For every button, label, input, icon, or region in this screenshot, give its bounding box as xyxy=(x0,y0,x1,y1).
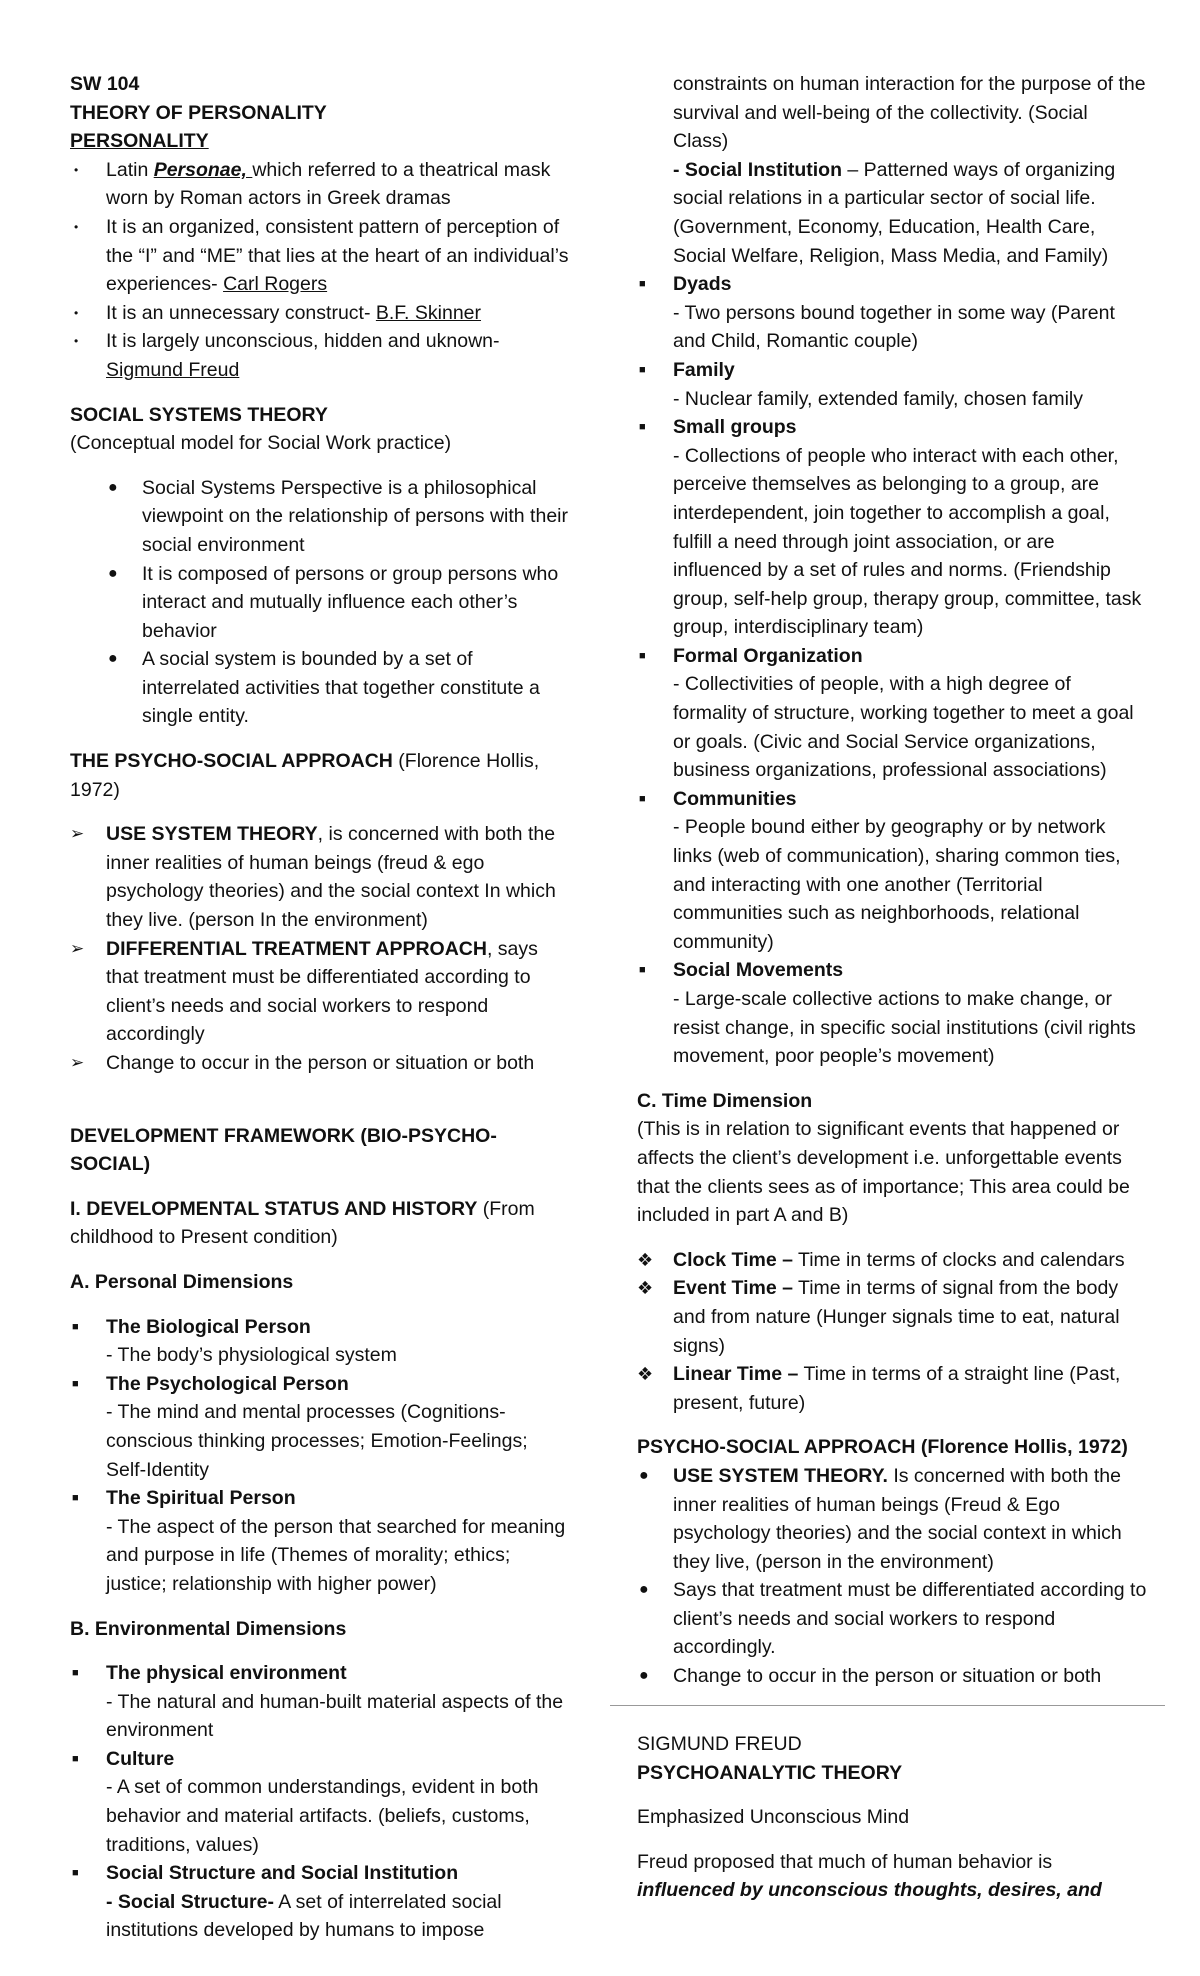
bullet-icon: ● xyxy=(639,1466,649,1484)
square-bullet-icon: ■ xyxy=(72,1377,79,1390)
freud-name: SIGMUND FREUD xyxy=(637,1733,802,1755)
list-item: ❖ Linear Time – Time in terms of a straight line (Past, present, future) xyxy=(637,1360,1147,1417)
list-item: ■ Culture - A set of common understandings, evident in both behavior and material artifacts. (beliefs, customs, traditions, values) xyxy=(70,1745,570,1859)
square-bullet-icon: ■ xyxy=(72,1667,79,1680)
time-list xyxy=(637,1246,1147,1418)
psa2-list xyxy=(637,1462,1147,1691)
list-item: ■ Formal Organization - Collectivities of people, with a high degree of formality of structure, working together to meet a goal or goals. (Civic and Social Service organizations, business organizations, professional associations) xyxy=(637,642,1147,785)
list-item: ❖ Event Time – Time in terms of signal from the body and from nature (Hunger signals time to eat, natural signs) xyxy=(637,1274,1147,1360)
list-item: ● USE SYSTEM THEORY. Is concerned with both the inner realities of human beings (Freud & Ego psychology theories) and the social context in which they live, (person in the environment) xyxy=(637,1462,1147,1576)
section-divider xyxy=(610,1705,1165,1706)
personae-term: Personae, xyxy=(153,158,253,181)
environmental-dimensions-list xyxy=(70,1659,570,1945)
bullet-icon: ● xyxy=(108,650,118,668)
square-bullet-icon: ■ xyxy=(639,964,646,977)
square-bullet-icon: ■ xyxy=(72,1320,79,1333)
arrow-bullet-icon: ➢ xyxy=(70,824,85,844)
list-item: ➢ Change to occur in the person or situation or both xyxy=(70,1049,570,1078)
freud-paragraph: Freud proposed that much of human behavior is influenced by unconscious thoughts, desires, and xyxy=(637,1850,1102,1902)
bullet-icon: • xyxy=(74,305,79,320)
freud-theory: PSYCHOANALYTIC THEORY xyxy=(637,1761,903,1784)
personal-dimensions-list xyxy=(70,1313,570,1599)
author-carl-rogers: Carl Rogers xyxy=(223,273,328,296)
time-dimension-description: (This is in relation to significant events that happened or affects the client’s development i.e. unforgettable events that the clients sees as of importance; This area could be included in part A and B) xyxy=(637,1118,1130,1227)
bullet-icon: • xyxy=(74,162,79,177)
diamond-bullet-icon: ❖ xyxy=(637,1278,654,1299)
diamond-bullet-icon: ❖ xyxy=(637,1249,654,1270)
list-item: ➢ DIFFERENTIAL TREATMENT APPROACH, says that treatment must be differentiated according to client’s needs and social workers to respond accordingly xyxy=(70,935,570,1049)
right-column xyxy=(637,70,1147,1691)
list-item: • It is an organized, consistent pattern of perception of the “I” and “ME” that lies at the heart of an individual’s experiences- Carl Rogers xyxy=(70,213,570,299)
author-sigmund-freud: Sigmund Freud xyxy=(106,358,240,381)
list-item: ● Social Systems Perspective is a philosophical viewpoint on the relationship of persons with their social environment xyxy=(106,474,570,560)
list-item: ● Says that treatment must be differentiated according to client’s needs and social workers to respond accordingly. xyxy=(637,1576,1147,1662)
list-item: ■ The Spiritual Person - The aspect of the person that searched for meaning and purpose in life (Themes of morality; ethics; justice; relationship with higher power) xyxy=(70,1484,570,1598)
list-item: ■ Dyads - Two persons bound together in some way (Parent and Child, Romantic couple) xyxy=(637,270,1147,356)
freud-emphasis: Emphasized Unconscious Mind xyxy=(637,1806,910,1829)
square-bullet-icon: ■ xyxy=(639,649,646,662)
list-item: constraints on human interaction for the purpose of the survival and well-being of the collectivity. (Social Class) - Social Institution – Patterned ways of organizing social relations in a particular sector of social life. (Government, Economy, Education, Health Care, Social Welfare, Religion, Mass Media, and Family) xyxy=(637,70,1147,270)
psa2-heading: PSYCHO-SOCIAL APPROACH (Florence Hollis, 1972) xyxy=(637,1436,1128,1459)
sst-heading: SOCIAL SYSTEMS THEORY xyxy=(70,403,328,426)
list-item: ■ Communities - People bound either by geography or by network links (web of communication), sharing common ties, and interacting with one another (Territorial communities such as neighborhoods, relational community) xyxy=(637,785,1147,957)
sst-subheading: (Conceptual model for Social Work practice) xyxy=(70,432,452,455)
bullet-icon: ● xyxy=(639,1667,649,1685)
list-item: • It is largely unconscious, hidden and uknown- Sigmund Freud xyxy=(70,327,570,384)
square-bullet-icon: ■ xyxy=(639,421,646,434)
list-item: ■ The Biological Person - The body’s physiological system xyxy=(70,1313,570,1370)
list-item: ■ Social Structure and Social Institution - Social Structure- A set of interrelated social institutions developed by humans to impose xyxy=(70,1859,570,1945)
list-item: ■ The Psychological Person - The mind and mental processes (Cognitions-conscious thinking processes; Emotion-Feelings; Self-Identity xyxy=(70,1370,570,1484)
personal-dimensions-heading: A. Personal Dimensions xyxy=(70,1270,294,1293)
square-bullet-icon: ■ xyxy=(639,792,646,805)
continued-list xyxy=(637,70,1147,1071)
square-bullet-icon: ■ xyxy=(72,1752,79,1765)
course-code: SW 104 xyxy=(70,73,140,95)
environmental-dimensions-heading: B. Environmental Dimensions xyxy=(70,1617,347,1640)
square-bullet-icon: ■ xyxy=(639,278,646,291)
square-bullet-icon: ■ xyxy=(639,363,646,376)
sst-list xyxy=(70,474,570,731)
list-item: ● Change to occur in the person or situation or both xyxy=(637,1662,1147,1691)
freud-section xyxy=(637,1730,1147,1905)
list-item: • It is an unnecessary construct- B.F. Skinner xyxy=(70,299,570,328)
psa-heading: THE PSYCHO-SOCIAL APPROACH (Florence Hollis, 1972) xyxy=(70,750,540,801)
list-item: ❖ Clock Time – Time in terms of clocks and calendars xyxy=(637,1246,1147,1275)
psa-list xyxy=(70,820,570,1077)
personality-heading: PERSONALITY xyxy=(70,130,209,153)
square-bullet-icon: ■ xyxy=(72,1867,79,1880)
bullet-icon: ● xyxy=(639,1581,649,1599)
author-bf-skinner: B.F. Skinner xyxy=(375,301,482,324)
square-bullet-icon: ■ xyxy=(72,1492,79,1505)
list-item: • Latin Personae, which referred to a theatrical mask worn by Roman actors in Greek dramas xyxy=(70,156,570,213)
arrow-bullet-icon: ➢ xyxy=(70,938,85,958)
bullet-icon: • xyxy=(74,219,79,234)
personality-list xyxy=(70,156,570,385)
bullet-icon: • xyxy=(74,334,79,349)
list-item: ■ Small groups - Collections of people who interact with each other, perceive themselves as belonging to a group, are interdependent, join together to accomplish a goal, fulfill a need through joint association, or are influenced by a set of rules and norms. (Friendship group, self-help group, therapy group, committee, task group, interdisciplinary team) xyxy=(637,413,1147,642)
dev-status: I. DEVELOPMENTAL STATUS AND HISTORY (From childhood to Present condition) xyxy=(70,1197,535,1249)
social-structure-continued: constraints on human interaction for the purpose of the survival and well-being of the collectivity. (Social Class) xyxy=(673,73,1146,153)
bullet-icon: ● xyxy=(108,564,118,582)
bullet-icon: ● xyxy=(108,478,118,496)
list-item: ■ The physical environment - The natural and human-built material aspects of the environment xyxy=(70,1659,570,1745)
left-column xyxy=(70,70,570,1945)
list-item: ■ Social Movements - Large-scale collective actions to make change, or resist change, in specific social institutions (civil rights movement, poor people’s movement) xyxy=(637,956,1147,1070)
diamond-bullet-icon: ❖ xyxy=(637,1364,654,1385)
dev-heading: DEVELOPMENT FRAMEWORK (BIO-PSYCHO-SOCIAL) xyxy=(70,1124,497,1176)
list-item: ■ Family - Nuclear family, extended family, chosen family xyxy=(637,356,1147,413)
list-item: ● It is composed of persons or group persons who interact and mutually influence each other’s behavior xyxy=(106,560,570,646)
arrow-bullet-icon: ➢ xyxy=(70,1053,85,1072)
list-item: ➢ USE SYSTEM THEORY, is concerned with both the inner realities of human beings (freud & ego psychology theories) and the social context In which they live. (person In the environment) xyxy=(70,820,570,934)
time-dimension-heading: C. Time Dimension xyxy=(637,1089,813,1112)
document-title: THEORY OF PERSONALITY xyxy=(70,101,327,124)
list-item: ● A social system is bounded by a set of interrelated activities that together constitute a single entity. xyxy=(106,645,570,731)
